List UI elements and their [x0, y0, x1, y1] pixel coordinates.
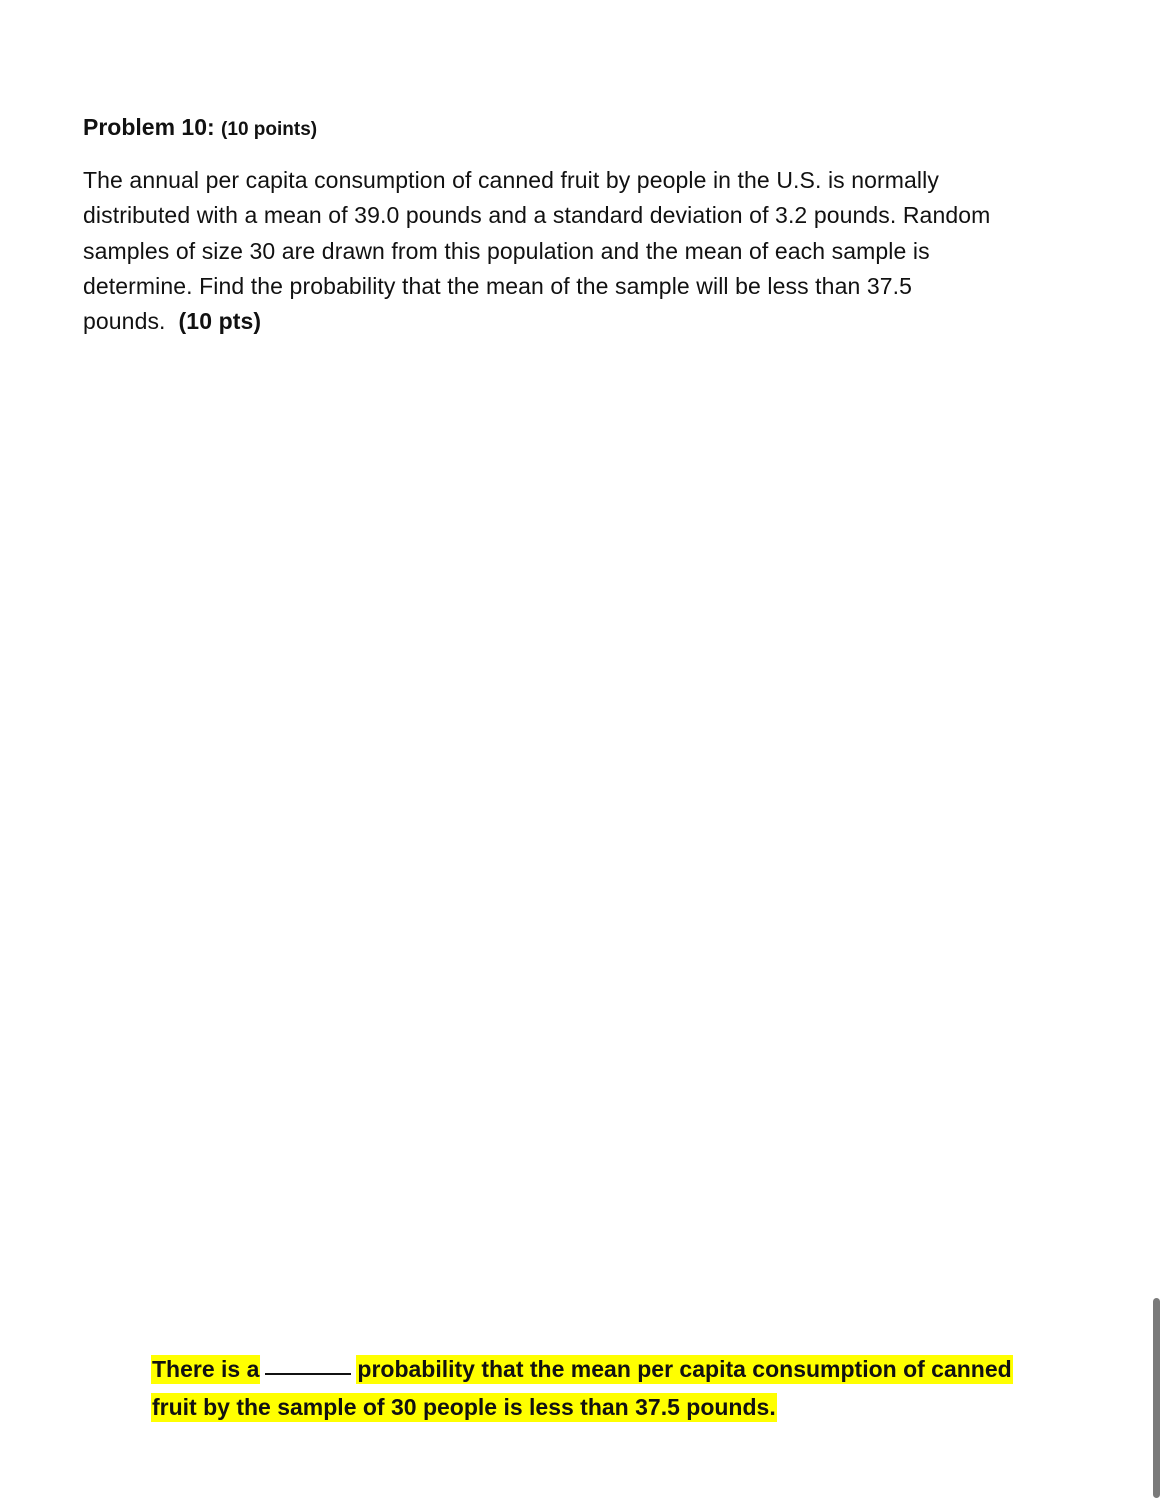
question-text [83, 163, 1123, 339]
scrollbar[interactable] [1153, 1298, 1160, 1498]
question-line: determine. Find the probability that the mean of the sample will be less than 37.5 [83, 272, 913, 299]
question-last-text: pounds. [83, 308, 166, 335]
problem-heading [83, 112, 317, 145]
answer-line-2 [151, 1388, 1111, 1426]
answer-blank[interactable] [265, 1372, 351, 1375]
answer-line-1 [151, 1350, 1111, 1388]
answer-suffix: probability that the mean per capita consumption of canned [357, 1356, 1012, 1382]
question-line: The annual per capita consumption of canned fruit by people in the U.S. is normally [83, 167, 939, 193]
answer-statement [151, 1350, 1111, 1426]
question-line: distributed with a mean of 39.0 pounds and a standard deviation of 3.2 pounds. Random [83, 202, 991, 229]
question-line: samples of size 30 are drawn from this population and the mean of each sample is [83, 237, 930, 264]
question-points: (10 pts) [178, 308, 262, 335]
answer-line-2-text: fruit by the sample of 30 people is less than 37.5 pounds. [152, 1394, 776, 1420]
answer-prefix: There is a [152, 1356, 260, 1382]
problem-points: (10 points) [221, 119, 318, 140]
problem-label: Problem 10: [83, 114, 215, 140]
question-line-last [83, 304, 1123, 339]
